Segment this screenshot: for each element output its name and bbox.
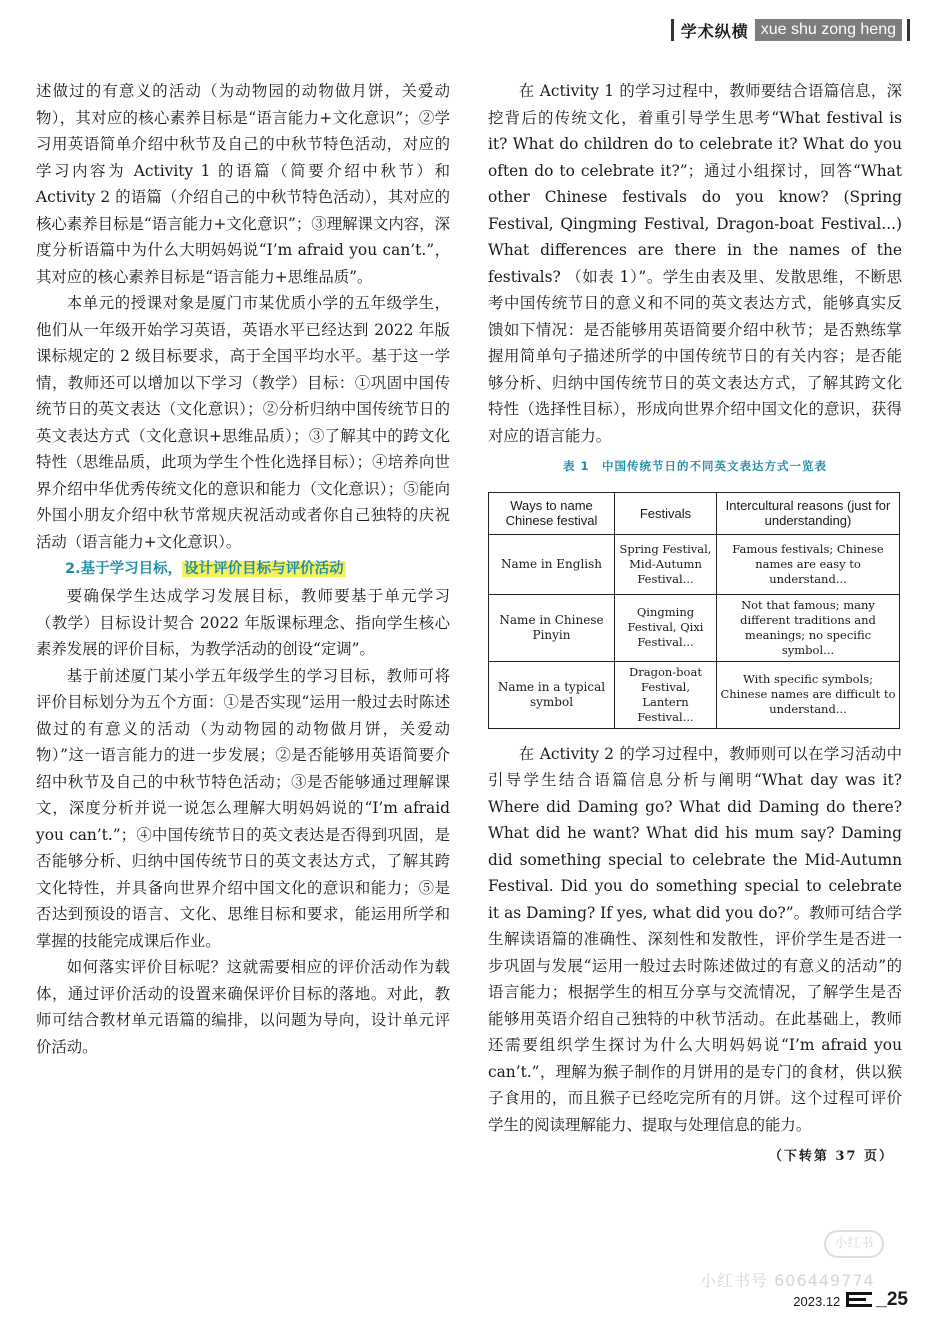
table-cell: Name in English [489, 534, 615, 594]
paragraph: 在 Activity 1 的学习过程中，教师要结合语篇信息，深挖背后的传统文化，着重引导学生思考“What festival is it? What do children do to celebrate it? What do you often do to celebrate it?”；通过小组探讨，回答“What other Chinese festivals do you know? (Spring Festival, Qingming Festival, Dragon-boat Festival...) What differences are there in the names of the festivals? （如表 1）”。学生由表及里、发散思维，不断思考中国传统节日的意义和不同的英文表达方式，能够真实反馈如下情况：是否能够用英语简要介绍中秋节；是否熟练掌握用简单句子描述所学的中国传统节日的有关内容；是否能够分析、归纳中国传统节日的英文表达方式，了解其跨文化特性（选择性目标），形成向世界介绍中国文化的意识，获得对应的语言能力。 [488, 82, 902, 445]
paragraph: 述做过的有意义的活动（为动物园的动物做月饼，关爱动物），其对应的核心素养目标是“语言能力+文化意识”；②学习用英语简单介绍中秋节及自己的中秋节特色活动，对应的学习内容为 Activity 1 的语篇（简要介绍中秋节）和 Activity 2 的语篇（介绍自己的中秋节特色活动），其对应的核心素养目标是“语言能力+文化意识”；③理解课文内容，深度分析语篇中为什么大明妈妈说“I’m afraid you can’t.”，其对应的核心素养目标是“语言能力+思维品质”。 [36, 82, 450, 286]
journal-header [671, 18, 910, 42]
table-cell: Famous festivals; Chinese names are easy to understand... [717, 534, 900, 594]
table-cell: Name in a typical symbol [489, 661, 615, 728]
header-divider [671, 19, 674, 41]
table-row [489, 661, 900, 728]
watermark-text: 小红书号 606449774 [700, 1271, 875, 1290]
table-header: Ways to name Chinese festival [489, 492, 615, 534]
page-footer [793, 1290, 908, 1309]
page-number: _25 [876, 1289, 908, 1310]
section-heading-plain: 2.基于学习目标， [65, 561, 183, 577]
table-row [489, 594, 900, 661]
paragraph: 要确保学生达成学习发展目标，教师要基于单元学习（教学）目标设计契合 2022 年版课标理念、指向学生核心素养发展的评价目标，为教学活动的创设“定调”。 [36, 587, 450, 658]
section-heading [65, 555, 450, 583]
festival-table [488, 492, 900, 729]
table-cell: Name in Chinese Pinyin [489, 594, 615, 661]
journal-logo-icon [846, 1291, 872, 1309]
paragraph: 基于前述厦门某小学五年级学生的学习目标，教师可将评价目标划分为五个方面：①是否实现“运用一般过去时陈述做过的有意义的活动（为动物园的动物做月饼，关爱动物）”这一语言能力的进一步发展；②是否能够用英语简要介绍中秋节及自己的中秋节特色活动；③是否能够通过理解课文，深度分析并说一说怎么理解大明妈妈说的“I’m afraid you can’t.”；④中国传统节日的英文表达是否得到巩固，是否能够分析、归纳中国传统节日的英文表达方式，了解其跨文化特性，并具备向世界介绍中国文化的意识和能力；⑤是否达到预设的语言、文化、思维目标和要求，能运用所学和掌握的技能完成课后作业。 [36, 666, 450, 950]
watermark-logo: 小红书 [824, 1230, 884, 1258]
table-spacer [488, 729, 902, 741]
right-column [488, 78, 902, 1171]
table-caption: 表 1 中国传统节日的不同英文表达方式一览表 [562, 459, 827, 473]
section-pinyin: xue shu zong heng [755, 19, 902, 41]
table-cell: Qingming Festival, Qixi Festival... [615, 594, 717, 661]
section-heading-highlight: 设计评价目标与评价活动 [184, 561, 344, 577]
issue-date: 2023.12 [793, 1294, 841, 1309]
paragraph: 如何落实评价目标呢？这就需要相应的评价活动作为载体，通过评价活动的设置来确保评价目标的落地。对此，教师可结合教材单元语篇的编排，以问题为导向，设计单元评价活动。 [36, 958, 450, 1056]
table-cell: Not that famous; many different traditions and meanings; no specific symbol... [717, 594, 900, 661]
table-header-row [489, 492, 900, 534]
table-header: Intercultural reasons (just for understanding) [717, 492, 900, 534]
table-row [489, 534, 900, 594]
table-cell: With specific symbols; Chinese names are difficult to understand... [717, 661, 900, 728]
left-column [36, 78, 450, 1060]
table-header: Festivals [615, 492, 717, 534]
header-divider-right [907, 19, 910, 41]
continued-note: （下转第 37 页） [768, 1149, 894, 1164]
paragraph: 在 Activity 2 的学习过程中，教师则可以在学习活动中引导学生结合语篇信息分析与阐明“What day was it? Where did Daming go? What did Daming do there? What did he want? What did his mum say? Daming did something special to celebrate the Mid-Autumn Festival. Did you do something special to celebrate it as Daming? If yes, what did you do?”。教师可结合学生解读语篇的准确性、深刻性和发散性，评价学生是否进一步巩固与发展“运用一般过去时陈述做过的有意义的活动”的语言能力；根据学生的相互分享与交流情况，了解学生是否能够用英语介绍自己独特的中秋节活动。在此基础上，教师还需要组织学生探讨为什么大明妈妈说“I’m afraid you can’t.”，理解为猴子制作的月饼用的是专门的食材，供以猴子食用的，而且猴子已经吃完所有的月饼。这个过程可评价学生的阅读理解能力、提取与处理信息的能力。 [488, 744, 902, 1134]
table-cell: Dragon-boat Festival, Lantern Festival... [615, 661, 717, 728]
table-cell: Spring Festival, Mid-Autumn Festival... [615, 534, 717, 594]
paragraph: 本单元的授课对象是厦门市某优质小学的五年级学生，他们从一年级开始学习英语，英语水平已经达到 2022 年版课标规定的 2 级目标要求，高于全国平均水平。基于这一学情，教师还可以增加以下学习（教学）目标：①巩固中国传统节日的英文表达（文化意识）；②分析归纳中国传统节日的英文表达方式（文化意识+思维品质）；③了解其中的跨文化特性（思维品质，此项为学生个性化选择目标）；④培养向世界介绍中华优秀传统文化的意识和能力（文化意识）；⑤能向外国小朋友介绍中秋节常规庆祝活动或者你自己独特的庆祝活动（语言能力+文化意识）。 [36, 294, 450, 551]
section-name: 学术纵横 [680, 21, 749, 41]
